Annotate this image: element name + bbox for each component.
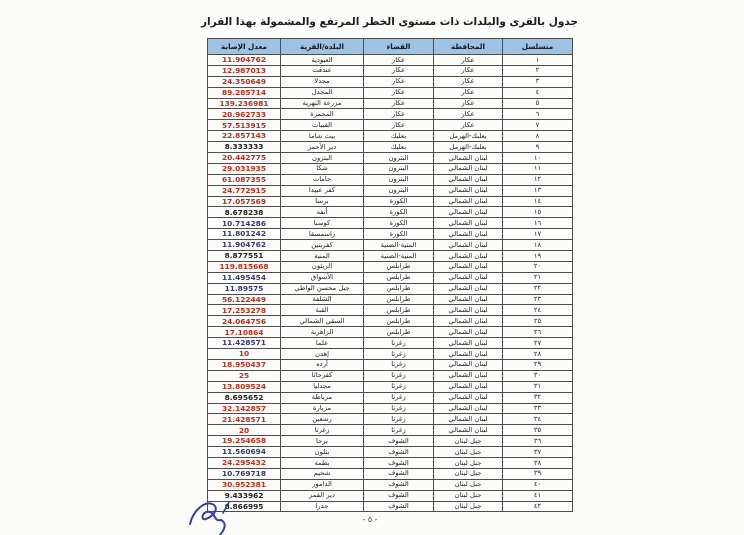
rate-cell: 13.809524 xyxy=(208,381,281,392)
district-cell: الكورة xyxy=(364,229,434,240)
governorate-cell: لبنان الشمالي xyxy=(434,153,503,164)
table-row xyxy=(208,261,573,272)
governorate-cell: جبل لبنان xyxy=(434,457,503,468)
serial-cell: ٨ xyxy=(503,131,573,142)
district-cell: بعلبك xyxy=(364,131,434,142)
serial-cell: ٤١ xyxy=(503,490,573,501)
governorate-cell: لبنان الشمالي xyxy=(434,229,503,240)
town-cell: راسمسقا xyxy=(281,229,364,240)
governorate-cell: عكار xyxy=(434,65,503,76)
serial-cell: ٢٤ xyxy=(503,305,573,316)
table-row xyxy=(208,153,573,164)
table-row xyxy=(208,207,573,218)
serial-cell: ١٣ xyxy=(503,185,573,196)
column-header-governorate: المحافظة xyxy=(434,39,503,55)
rate-cell: 11.89575 xyxy=(208,283,281,294)
rate-cell: 11.904762 xyxy=(208,240,281,251)
district-cell: زغرتا xyxy=(364,359,434,370)
governorate-cell: لبنان الشمالي xyxy=(434,294,503,305)
town-cell: حامات xyxy=(281,174,364,185)
table-row xyxy=(208,457,573,468)
town-cell: علما xyxy=(281,338,364,349)
rate-cell: 29.031935 xyxy=(208,163,281,174)
town-cell: كوسبا xyxy=(281,218,364,229)
table-row xyxy=(208,218,573,229)
town-cell: أرده xyxy=(281,359,364,370)
rate-cell: 8.877551 xyxy=(208,251,281,262)
district-cell: زغرتا xyxy=(364,425,434,436)
governorate-cell: لبنان الشمالي xyxy=(434,327,503,338)
district-cell: المنية-الضنية xyxy=(364,251,434,262)
rate-cell: 22.857143 xyxy=(208,131,281,142)
serial-cell: ٣٢ xyxy=(503,392,573,403)
town-cell: كفربنين xyxy=(281,240,364,251)
table-row xyxy=(208,283,573,294)
rate-cell: 24.772915 xyxy=(208,185,281,196)
town-cell: جدرا xyxy=(281,501,364,512)
column-header-district: القضاء xyxy=(364,39,434,55)
serial-cell: ٣٧ xyxy=(503,447,573,458)
rate-cell: 19.254658 xyxy=(208,436,281,447)
district-cell: زغرتا xyxy=(364,414,434,425)
town-cell: كفر عبيدا xyxy=(281,185,364,196)
district-cell: طرابلس xyxy=(364,283,434,294)
serial-cell: ١٥ xyxy=(503,207,573,218)
district-cell: البترون xyxy=(364,185,434,196)
rate-cell: 11.801242 xyxy=(208,229,281,240)
table-row xyxy=(208,349,573,360)
town-cell: القبيات xyxy=(281,120,364,131)
district-cell: زغرتا xyxy=(364,338,434,349)
governorate-cell: لبنان الشمالي xyxy=(434,425,503,436)
serial-cell: ٥ xyxy=(503,98,573,109)
serial-cell: ٢٠ xyxy=(503,261,573,272)
district-cell: الشوف xyxy=(364,447,434,458)
town-cell: مرياطة xyxy=(281,392,364,403)
district-cell: زغرتا xyxy=(364,392,434,403)
rate-cell: 20 xyxy=(208,425,281,436)
serial-cell: ٤٠ xyxy=(503,479,573,490)
town-cell: إهدن xyxy=(281,349,364,360)
serial-cell: ٦ xyxy=(503,109,573,120)
serial-cell: ١١ xyxy=(503,163,573,174)
town-cell: كفرحاتا xyxy=(281,370,364,381)
table-row xyxy=(208,414,573,425)
rate-cell: 11.904762 xyxy=(208,55,281,66)
governorate-cell: لبنان الشمالي xyxy=(434,359,503,370)
town-cell: رشعين xyxy=(281,414,364,425)
town-cell: شحيم xyxy=(281,468,364,479)
town-cell: الزيتون xyxy=(281,261,364,272)
governorate-cell: جبل لبنان xyxy=(434,447,503,458)
serial-cell: ١ xyxy=(503,55,573,66)
district-cell: الكورة xyxy=(364,196,434,207)
serial-cell: ٣٩ xyxy=(503,468,573,479)
district-cell: عكار xyxy=(364,76,434,87)
town-cell: شكا xyxy=(281,163,364,174)
district-cell: البترون xyxy=(364,153,434,164)
rate-cell: 10.714286 xyxy=(208,218,281,229)
serial-cell: ٢٨ xyxy=(503,349,573,360)
serial-cell: ١٢ xyxy=(503,174,573,185)
governorate-cell: لبنان الشمالي xyxy=(434,196,503,207)
table-row xyxy=(208,131,573,142)
serial-cell: ١٦ xyxy=(503,218,573,229)
table-row xyxy=(208,142,573,153)
table-row xyxy=(208,381,573,392)
rate-cell: 8.678238 xyxy=(208,207,281,218)
town-cell: برجا xyxy=(281,436,364,447)
district-cell: عكار xyxy=(364,120,434,131)
district-cell: المنية-الضنية xyxy=(364,240,434,251)
town-cell: مجدليا xyxy=(281,381,364,392)
table-row xyxy=(208,403,573,414)
district-cell: زغرتا xyxy=(364,370,434,381)
town-cell: البترون xyxy=(281,153,364,164)
rate-cell: 139.236981 xyxy=(208,98,281,109)
column-header-town: البلدة/القرية xyxy=(281,39,364,55)
serial-cell: ٩ xyxy=(503,142,573,153)
town-cell: القبة xyxy=(281,305,364,316)
table-row xyxy=(208,55,573,66)
governorate-cell: لبنان الشمالي xyxy=(434,163,503,174)
governorate-cell: جبل لبنان xyxy=(434,490,503,501)
serial-cell: ٢٩ xyxy=(503,359,573,370)
town-cell: الدامور xyxy=(281,479,364,490)
rate-cell: 10 xyxy=(208,349,281,360)
rate-cell: 32.142857 xyxy=(208,403,281,414)
governorate-cell: عكار xyxy=(434,98,503,109)
table-row xyxy=(208,196,573,207)
governorate-cell: لبنان الشمالي xyxy=(434,316,503,327)
serial-cell: ٣٥ xyxy=(503,425,573,436)
table-row xyxy=(208,251,573,262)
table-body xyxy=(208,55,573,512)
table-row xyxy=(208,436,573,447)
town-cell: مجدلا xyxy=(281,76,364,87)
district-cell: طرابلس xyxy=(364,305,434,316)
governorate-cell: لبنان الشمالي xyxy=(434,370,503,381)
governorate-cell: لبنان الشمالي xyxy=(434,414,503,425)
rate-cell: 119.815668 xyxy=(208,261,281,272)
serial-cell: ٣٠ xyxy=(503,370,573,381)
serial-cell: ٢٦ xyxy=(503,327,573,338)
table-row xyxy=(208,316,573,327)
governorate-cell: لبنان الشمالي xyxy=(434,251,503,262)
district-cell: عكار xyxy=(364,65,434,76)
town-cell: مزرعة النهرية xyxy=(281,98,364,109)
table-row xyxy=(208,76,573,87)
rate-cell: 11.560694 xyxy=(208,447,281,458)
district-cell: زغرتا xyxy=(364,349,434,360)
table-row xyxy=(208,501,573,512)
serial-cell: ٤ xyxy=(503,87,573,98)
table-row xyxy=(208,359,573,370)
district-cell: البترون xyxy=(364,163,434,174)
district-cell: الكورة xyxy=(364,218,434,229)
district-cell: طرابلس xyxy=(364,327,434,338)
district-cell: زغرتا xyxy=(364,381,434,392)
governorate-cell: جبل لبنان xyxy=(434,468,503,479)
table-row xyxy=(208,294,573,305)
table-row xyxy=(208,65,573,76)
governorate-cell: لبنان الشمالي xyxy=(434,174,503,185)
table-row xyxy=(208,447,573,458)
town-cell: جبل محسن الواطي xyxy=(281,283,364,294)
rate-cell: 24.064756 xyxy=(208,316,281,327)
rate-cell: 24.295432 xyxy=(208,457,281,468)
governorate-cell: لبنان الشمالي xyxy=(434,261,503,272)
governorate-cell: لبنان الشمالي xyxy=(434,349,503,360)
town-cell: أنفه xyxy=(281,207,364,218)
table-row xyxy=(208,338,573,349)
rate-cell: 11.495454 xyxy=(208,272,281,283)
rate-cell: 25 xyxy=(208,370,281,381)
district-cell: البترون xyxy=(364,174,434,185)
serial-cell: ٣ xyxy=(503,76,573,87)
governorate-cell: عكار xyxy=(434,87,503,98)
serial-cell: ٣٣ xyxy=(503,403,573,414)
town-cell: بتلون xyxy=(281,447,364,458)
town-cell: المجدل xyxy=(281,87,364,98)
district-cell: طرابلس xyxy=(364,316,434,327)
table-row xyxy=(208,370,573,381)
serial-cell: ٣٦ xyxy=(503,436,573,447)
table-row xyxy=(208,185,573,196)
signature-scribble xyxy=(183,497,255,535)
table-row xyxy=(208,468,573,479)
table-row xyxy=(208,109,573,120)
governorate-cell: لبنان الشمالي xyxy=(434,283,503,294)
governorate-cell: عكار xyxy=(434,55,503,66)
column-header-rate: معدل الإصابة xyxy=(208,39,281,55)
town-cell: بيت شاما xyxy=(281,131,364,142)
town-cell: عندقت xyxy=(281,65,364,76)
serial-cell: ٢٧ xyxy=(503,338,573,349)
rate-cell: 8.333333 xyxy=(208,142,281,153)
governorate-cell: لبنان الشمالي xyxy=(434,392,503,403)
table-row xyxy=(208,425,573,436)
serial-cell: ٢٣ xyxy=(503,294,573,305)
governorate-cell: لبنان الشمالي xyxy=(434,207,503,218)
governorate-cell: بعلبك-الهرمل xyxy=(434,142,503,153)
governorate-cell: لبنان الشمالي xyxy=(434,218,503,229)
district-cell: عكار xyxy=(364,98,434,109)
rate-cell: 30.952381 xyxy=(208,479,281,490)
governorate-cell: جبل لبنان xyxy=(434,501,503,512)
table-row xyxy=(208,229,573,240)
rate-cell: 8.695652 xyxy=(208,392,281,403)
district-cell: زغرتا xyxy=(364,403,434,414)
risk-level-table xyxy=(207,38,573,512)
serial-cell: ١٤ xyxy=(503,196,573,207)
serial-cell: ١٧ xyxy=(503,229,573,240)
table-row xyxy=(208,305,573,316)
town-cell: بطمة xyxy=(281,457,364,468)
governorate-cell: لبنان الشمالي xyxy=(434,381,503,392)
table-row xyxy=(208,240,573,251)
table-row xyxy=(208,479,573,490)
rate-cell: 57.513915 xyxy=(208,120,281,131)
rate-cell: 17.057569 xyxy=(208,196,281,207)
district-cell: الكورة xyxy=(364,207,434,218)
district-cell: عكار xyxy=(364,55,434,66)
governorate-cell: لبنان الشمالي xyxy=(434,185,503,196)
town-cell: دير الأحمر xyxy=(281,142,364,153)
column-header-serial: متسلسل xyxy=(503,39,573,55)
table-row xyxy=(208,272,573,283)
table-header xyxy=(208,39,573,55)
district-cell: بعلبك xyxy=(364,142,434,153)
governorate-cell: جبل لبنان xyxy=(434,436,503,447)
table-row xyxy=(208,327,573,338)
district-cell: الشوف xyxy=(364,490,434,501)
serial-cell: ٢٥ xyxy=(503,316,573,327)
serial-cell: ١٨ xyxy=(503,240,573,251)
page-number: - ٥ - xyxy=(362,515,378,524)
table-row xyxy=(208,120,573,131)
serial-cell: ٢ xyxy=(503,65,573,76)
rate-cell: 20.442775 xyxy=(208,153,281,164)
district-cell: طرابلس xyxy=(364,261,434,272)
town-cell: المنية xyxy=(281,251,364,262)
governorate-cell: عكار xyxy=(434,76,503,87)
district-cell: الشوف xyxy=(364,501,434,512)
governorate-cell: لبنان الشمالي xyxy=(434,338,503,349)
serial-cell: ١٩ xyxy=(503,251,573,262)
serial-cell: ٢١ xyxy=(503,272,573,283)
table-row xyxy=(208,87,573,98)
document-title: جدول بالقرى والبلدات ذات مستوى الخطر المرتفع والمشمولة بهذا القرار xyxy=(201,16,578,28)
serial-cell: ٢٢ xyxy=(503,283,573,294)
table-row xyxy=(208,98,573,109)
district-cell: الشوف xyxy=(364,457,434,468)
governorate-cell: جبل لبنان xyxy=(434,479,503,490)
table-row xyxy=(208,392,573,403)
rate-cell: 18.950437 xyxy=(208,359,281,370)
town-cell: العبودية xyxy=(281,55,364,66)
governorate-cell: بعلبك-الهرمل xyxy=(434,131,503,142)
rate-cell: 11.428571 xyxy=(208,338,281,349)
town-cell: الزاهرية xyxy=(281,327,364,338)
district-cell: الشوف xyxy=(364,436,434,447)
governorate-cell: لبنان الشمالي xyxy=(434,240,503,251)
district-cell: عكار xyxy=(364,109,434,120)
rate-cell: 17.253278 xyxy=(208,305,281,316)
town-cell: مزيارة xyxy=(281,403,364,414)
serial-cell: ١٠ xyxy=(503,153,573,164)
town-cell: السقي الشمالي xyxy=(281,316,364,327)
town-cell: الشلفة xyxy=(281,294,364,305)
district-cell: طرابلس xyxy=(364,272,434,283)
serial-cell: ٧ xyxy=(503,120,573,131)
serial-cell: ٣١ xyxy=(503,381,573,392)
town-cell: برسا xyxy=(281,196,364,207)
rate-cell: 12.987013 xyxy=(208,65,281,76)
table-header-row xyxy=(208,39,573,55)
rate-cell: 89.285714 xyxy=(208,87,281,98)
rate-cell: 8.866995 xyxy=(208,501,281,512)
governorate-cell: لبنان الشمالي xyxy=(434,403,503,414)
governorate-cell: عكار xyxy=(434,109,503,120)
table-row xyxy=(208,490,573,501)
district-cell: الشوف xyxy=(364,479,434,490)
serial-cell: ٣٤ xyxy=(503,414,573,425)
town-cell: زغرتا xyxy=(281,425,364,436)
governorate-cell: عكار xyxy=(434,120,503,131)
district-cell: عكار xyxy=(364,87,434,98)
serial-cell: ٤٢ xyxy=(503,501,573,512)
governorate-cell: لبنان الشمالي xyxy=(434,272,503,283)
rate-cell: 24.350649 xyxy=(208,76,281,87)
rate-cell: 56.122449 xyxy=(208,294,281,305)
serial-cell: ٣٨ xyxy=(503,457,573,468)
rate-cell: 10.769718 xyxy=(208,468,281,479)
district-cell: طرابلس xyxy=(364,294,434,305)
rate-cell: 20.962733 xyxy=(208,109,281,120)
town-cell: المحمرة xyxy=(281,109,364,120)
district-cell: الشوف xyxy=(364,468,434,479)
town-cell: الأسواق xyxy=(281,272,364,283)
table-row xyxy=(208,174,573,185)
governorate-cell: لبنان الشمالي xyxy=(434,305,503,316)
rate-cell: 9.433962 xyxy=(208,490,281,501)
rate-cell: 21.428571 xyxy=(208,414,281,425)
table-row xyxy=(208,163,573,174)
rate-cell: 17.10864 xyxy=(208,327,281,338)
town-cell: دير القمر xyxy=(281,490,364,501)
rate-cell: 61.087355 xyxy=(208,174,281,185)
